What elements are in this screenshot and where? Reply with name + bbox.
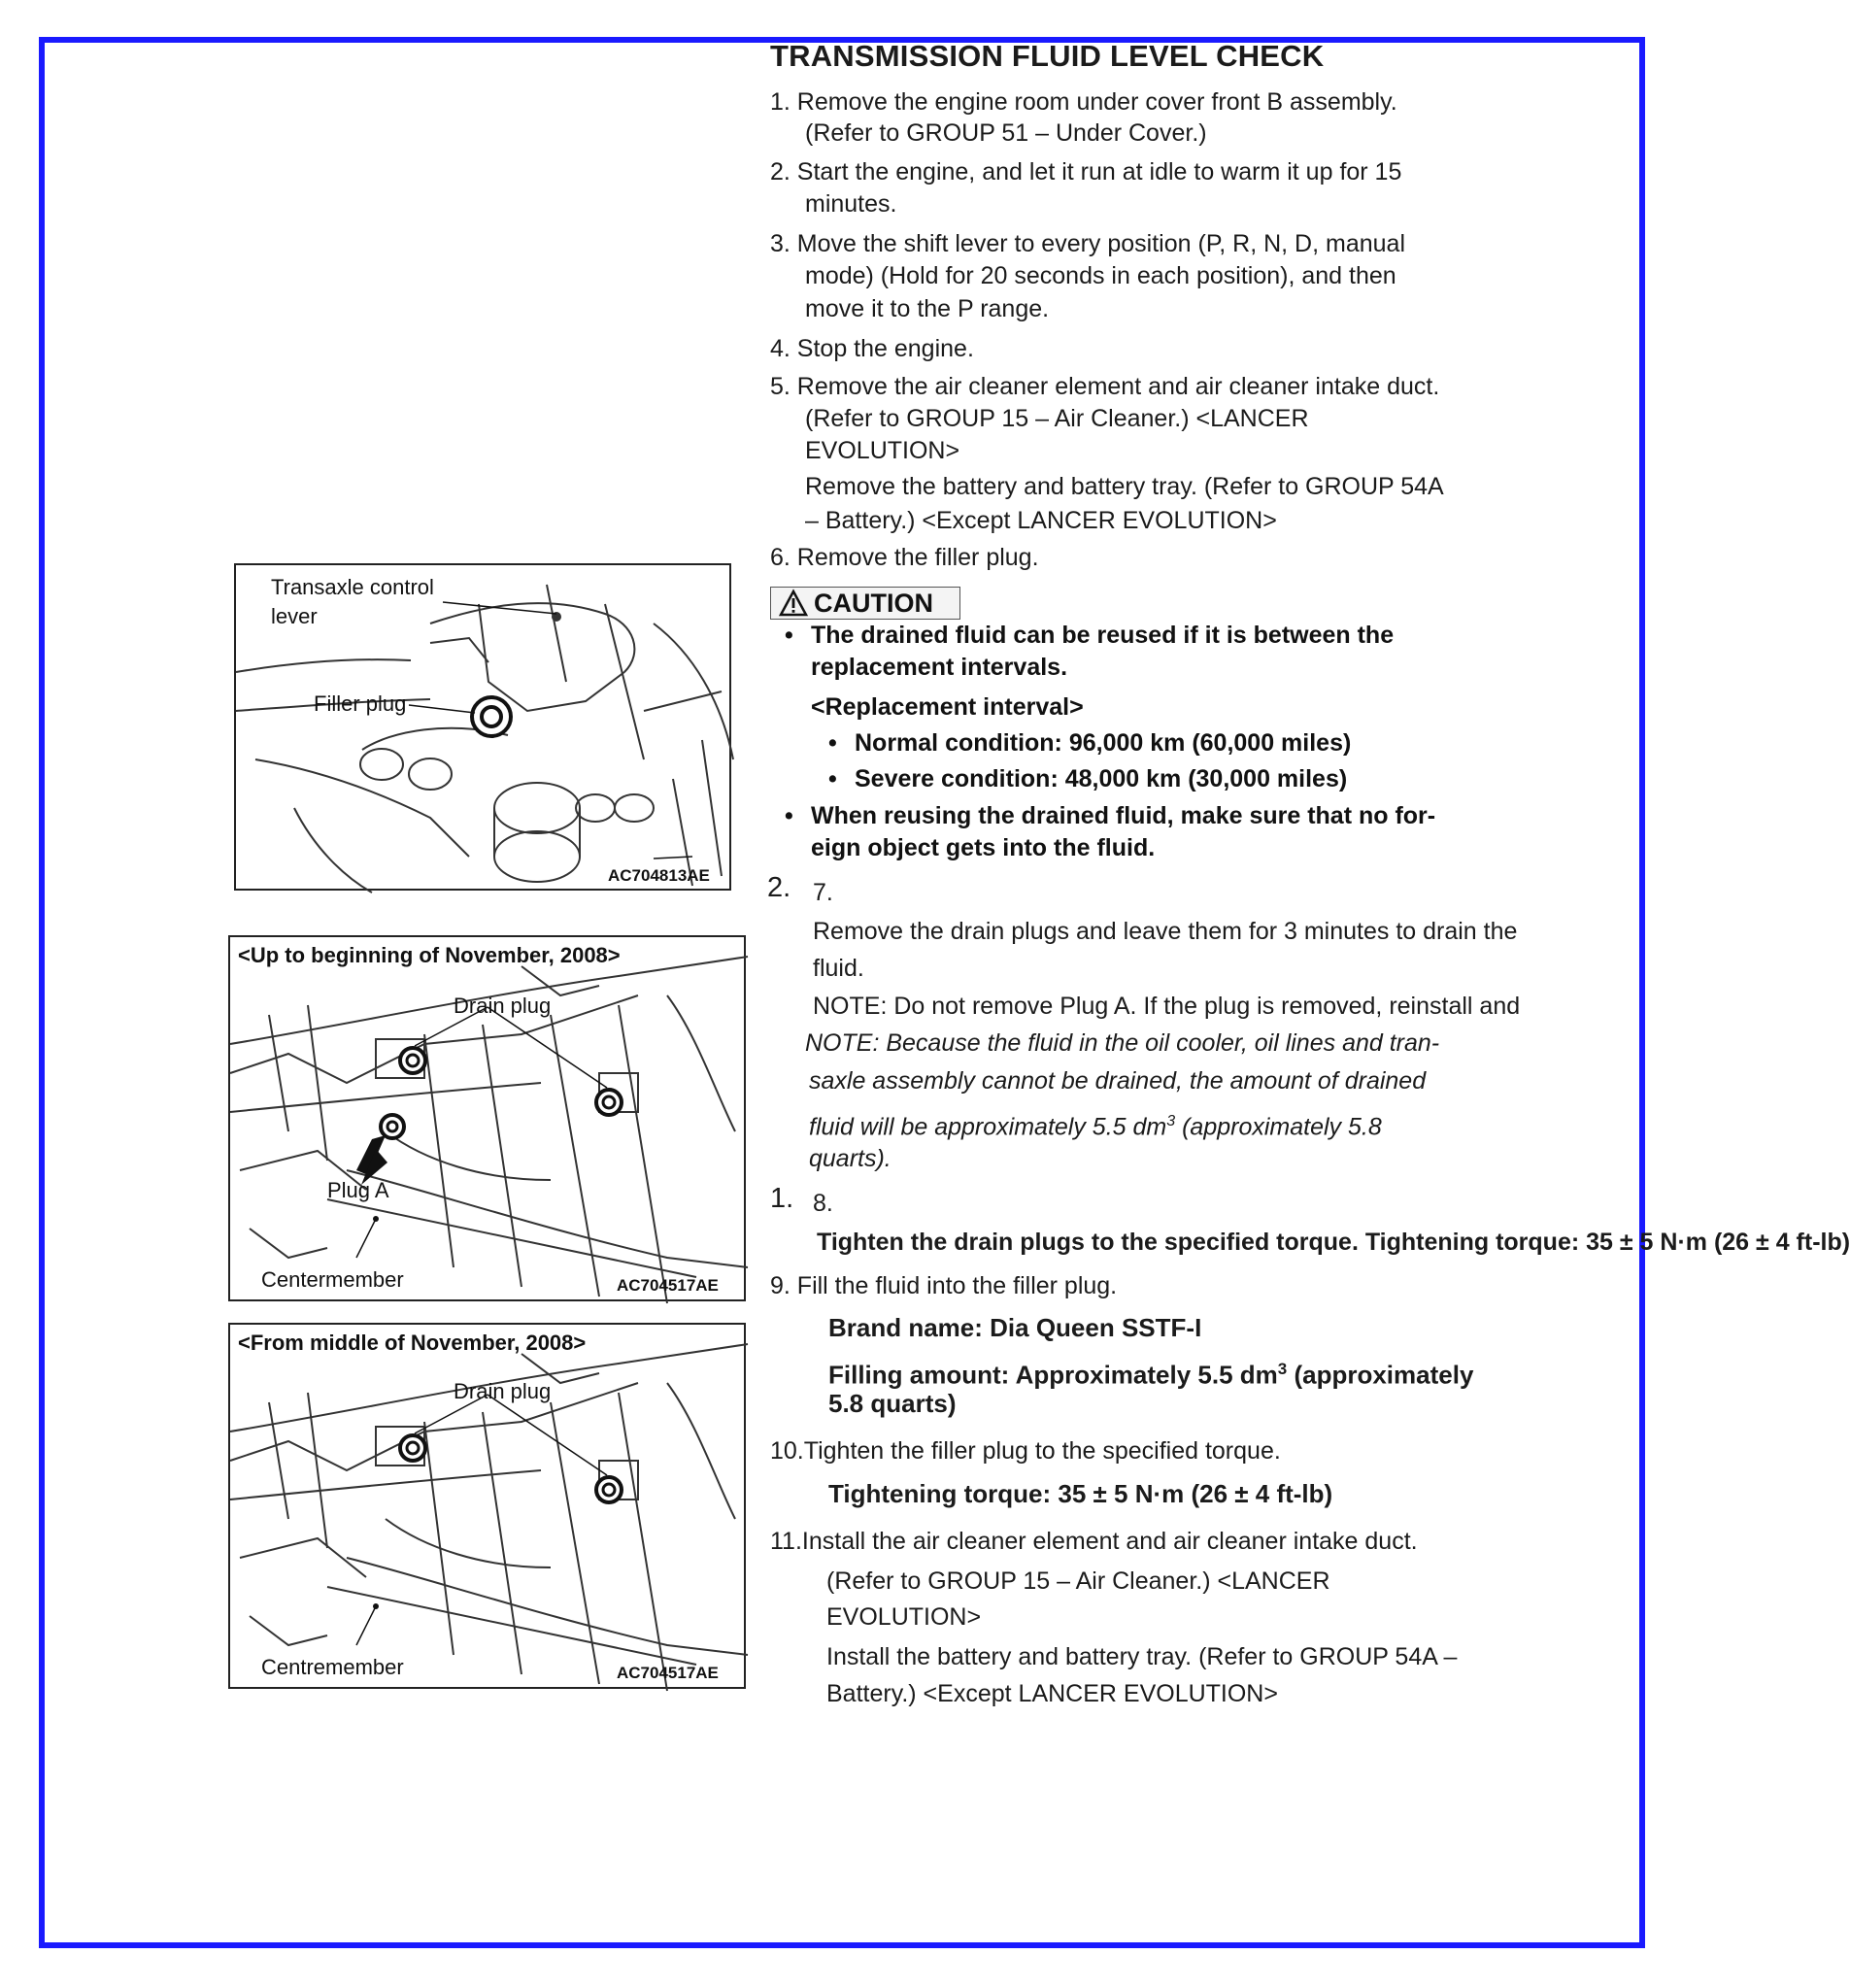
- step-8-torque: Tighten the drain plugs to the specified torque. Tightening torque: 35 ± 5 N·m (26 ± 4 ft-lb): [817, 1229, 1850, 1256]
- caution-1-line-1: The drained fluid can be reused if it is between the: [811, 622, 1395, 649]
- step-4: 4. Stop the engine.: [770, 335, 974, 362]
- step-10: 10.Tighten the filler plug to the specified torque.: [770, 1437, 1281, 1465]
- step-2-line-2: minutes.: [805, 190, 897, 218]
- figure-drain-plugs-early: [228, 935, 746, 1301]
- caution-2-line-1: When reusing the drained fluid, make sure that no for-: [811, 802, 1436, 829]
- warning-triangle-icon: [779, 590, 808, 617]
- label-transaxle-lever-1: Transaxle control: [271, 575, 434, 599]
- label-drain-plug: Drain plug: [454, 1379, 552, 1403]
- step-5-line-3: EVOLUTION>: [805, 437, 960, 464]
- figure-code: AC704517AE: [617, 1664, 719, 1682]
- step-9-fill-line-2: 5.8 quarts): [828, 1389, 957, 1418]
- step-11-line-2: (Refer to GROUP 15 – Air Cleaner.) <LANCER: [826, 1567, 1330, 1595]
- step-10-torque: Tightening torque: 35 ± 5 N·m (26 ± 4 ft-lb): [828, 1479, 1333, 1508]
- figure-code: AC704813AE: [608, 866, 710, 885]
- label-plug-a: Plug A: [327, 1178, 389, 1202]
- bullet-dot: •: [785, 802, 793, 829]
- normal-condition: Normal condition: 96,000 km (60,000 miles): [855, 729, 1352, 757]
- caution-label: CAUTION: [814, 589, 933, 618]
- figure-header: <From middle of November, 2008>: [238, 1331, 587, 1355]
- figure-code: AC704517AE: [617, 1276, 719, 1295]
- step-11: 11.Install the air cleaner element and air cleaner intake duct.: [770, 1528, 1418, 1555]
- step-5-line-2: (Refer to GROUP 15 – Air Cleaner.) <LANCER: [805, 405, 1309, 432]
- step-8-label: 8.: [813, 1190, 833, 1217]
- figure-header: <Up to beginning of November, 2008>: [238, 943, 621, 967]
- step-9-brand: Brand name: Dia Queen SSTF-I: [828, 1313, 1202, 1342]
- step-6: 6. Remove the filler plug.: [770, 544, 1039, 571]
- step-5-line-1: 5. Remove the air cleaner element and air cleaner intake duct.: [770, 373, 1440, 400]
- step-7-number: 2.: [767, 872, 791, 903]
- figure-drain-plugs-late: [228, 1323, 746, 1689]
- step-5-line-4: Remove the battery and battery tray. (Refer to GROUP 54A: [805, 473, 1444, 500]
- step-7-line-2: fluid.: [813, 955, 864, 982]
- step-3-line-3: move it to the P range.: [805, 295, 1050, 322]
- bullet-dot: •: [828, 765, 837, 792]
- severe-condition: Severe condition: 48,000 km (30,000 miles): [855, 765, 1348, 792]
- label-drain-plug: Drain plug: [454, 994, 552, 1018]
- step-11-line-3: EVOLUTION>: [826, 1603, 982, 1631]
- drain-plug-early-illustration: [230, 937, 748, 1303]
- label-centermember: Centermember: [261, 1267, 404, 1292]
- step-3-line-1: 3. Move the shift lever to every position (P, R, N, D, manual: [770, 230, 1405, 257]
- step-7-note-2-line-1: NOTE: Because the fluid in the oil cooler, oil lines and tran-: [805, 1029, 1440, 1057]
- step-7-note-2-line-4: quarts).: [809, 1145, 891, 1172]
- step-1-line-1: 1. Remove the engine room under cover front B assembly.: [770, 88, 1397, 116]
- step-11-line-5: Battery.) <Except LANCER EVOLUTION>: [826, 1680, 1278, 1707]
- step-9: 9. Fill the fluid into the filler plug.: [770, 1272, 1118, 1299]
- bullet-dot: •: [785, 622, 793, 649]
- label-transaxle-lever-2: lever: [271, 604, 318, 628]
- step-8-number: 1.: [770, 1183, 794, 1214]
- step-7-note-2-line-3: fluid will be approximately 5.5 $dm^3$ (approximately 5.8: [809, 1113, 1382, 1141]
- step-7-note-2-line-2: saxle assembly cannot be drained, the amount of drained: [809, 1067, 1427, 1095]
- page-title: TRANSMISSION FLUID LEVEL CHECK: [770, 39, 1325, 73]
- caution-2-line-2: eign object gets into the fluid.: [811, 834, 1156, 861]
- step-9-fill-line-1: Filling amount: Approximately 5.5 $dm^3$ (approximately: [828, 1360, 1474, 1390]
- step-1-line-2: (Refer to GROUP 51 – Under Cover.): [805, 119, 1207, 147]
- bullet-dot: •: [828, 729, 837, 757]
- replacement-interval-heading: <Replacement interval>: [811, 693, 1084, 721]
- figure-filler-plug: [234, 563, 731, 891]
- step-7-note: NOTE: Do not remove Plug A. If the plug is removed, reinstall and: [813, 993, 1521, 1020]
- label-filler-plug: Filler plug: [314, 691, 407, 716]
- step-2-line-1: 2. Start the engine, and let it run at idle to warm it up for 15: [770, 158, 1402, 185]
- step-7-line-1: Remove the drain plugs and leave them for 3 minutes to drain the: [813, 918, 1518, 945]
- step-7-label: 7.: [813, 879, 833, 906]
- step-11-line-4: Install the battery and battery tray. (Refer to GROUP 54A –: [826, 1643, 1458, 1670]
- step-5-line-5: – Battery.) <Except LANCER EVOLUTION>: [805, 507, 1277, 534]
- step-3-line-2: mode) (Hold for 20 seconds in each position), and then: [805, 262, 1396, 289]
- caution-1-line-2: replacement intervals.: [811, 654, 1068, 681]
- label-centremember: Centremember: [261, 1655, 404, 1679]
